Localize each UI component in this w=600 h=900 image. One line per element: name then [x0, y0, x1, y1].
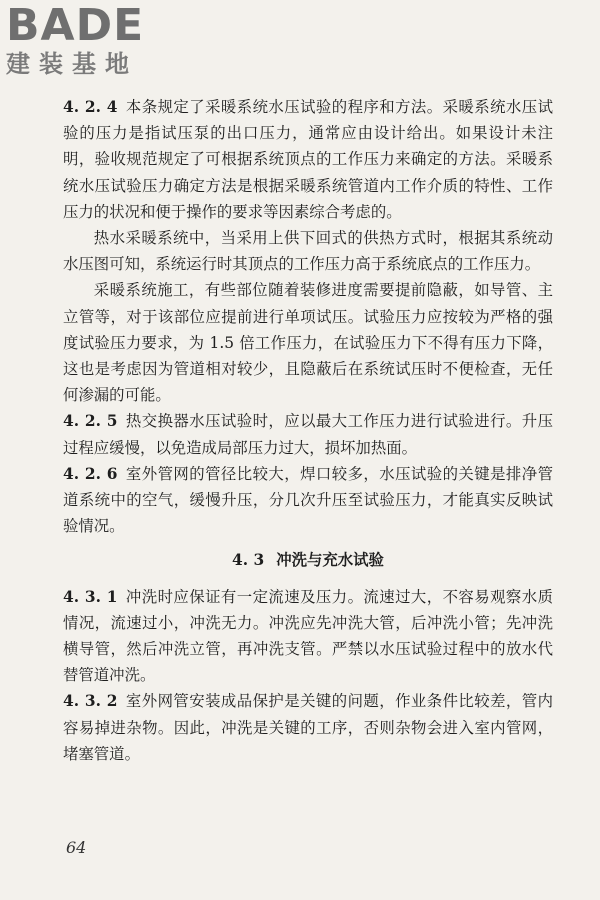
- clause-number: 4. 3. 1: [63, 587, 118, 606]
- section-heading: [63, 547, 553, 573]
- logo-latin-text: BADE: [6, 0, 145, 51]
- clause-number: 4. 3. 2: [63, 692, 118, 711]
- clause-number: 4. 2. 6: [63, 464, 118, 483]
- paragraph-4-3-1: [63, 584, 553, 689]
- clause-text: 本条规定了采暖系统水压试验的程序和方法。采暖系统水压试验的压力是指试压泵的出口压力，通常应由设计给出。如果设计未注明，验收规范规定了可根据系统顶点的工作压力来确定的方法。采暖系统水压试验压力确定方法是根据采暖系统管道内工作介质的特性、工作压力的状况和便于操作的要求等因素综合考虑的。: [63, 98, 553, 221]
- paragraph-4-3-2: [63, 688, 553, 767]
- clause-text: 室外管网的管径比较大，焊口较多，水压试验的关键是排净管道系统中的空气，缓慢升压，分几次升压至试验压力，才能真实反映试验情况。: [63, 464, 553, 536]
- clause-number: 4. 2. 5: [63, 412, 118, 431]
- page-number: 64: [66, 838, 87, 857]
- paragraph-text: 热水采暖系统中，当采用上供下回式的供热方式时，根据其系统动水压图可知，系统运行时其顶点的工作压力高于系统底点的工作压力。: [63, 229, 553, 274]
- paragraph-4-2-6: [63, 461, 553, 540]
- clause-text: 室外网管安装成品保护是关键的问题，作业条件比较差，管内容易掉进杂物。因此，冲洗是关键的工序，否则杂物会进入室内管网，堵塞管道。: [63, 692, 553, 763]
- paragraph-text: 采暖系统施工，有些部位随着装修进度需要提前隐蔽，如导管、主立管等，对于该部位应提前进行单项试压。试验压力应按较为严格的强度试验压力要求，为 1.5 倍工作压力，在试验压力下不得有压力下降，这也是考虑因为管道相对较少，且隐蔽后在系统试压时不便检查，无任何渗漏的可能。: [63, 281, 553, 405]
- paragraph-hot-water-system: [63, 225, 553, 277]
- paragraph-4-2-4: [63, 94, 553, 225]
- logo-chinese-text: 建装基地: [6, 50, 138, 78]
- section-number: 4. 3: [232, 551, 265, 570]
- clause-number: 4. 2. 4: [63, 98, 118, 116]
- section-title-text: 冲洗与充水试验: [276, 551, 384, 570]
- paragraph-construction-pressure-test: [63, 277, 553, 408]
- logo: [6, 0, 145, 78]
- clause-text: 冲洗时应保证有一定流速及压力。流速过大，不容易观察水质情况，流速过小，冲洗无力。冲洗应先冲洗大管，后冲洗小管；先冲洗横导管，然后冲洗立管，再冲洗支管。严禁以水压试验过程中的放水代替管道冲洗。: [63, 587, 553, 685]
- paragraph-4-2-5: [63, 408, 553, 460]
- page-body: [63, 94, 553, 767]
- clause-text: 热交换器水压试验时，应以最大工作压力进行试验进行。升压过程应缓慢，以免造成局部压力过大，损坏加热面。: [63, 412, 553, 457]
